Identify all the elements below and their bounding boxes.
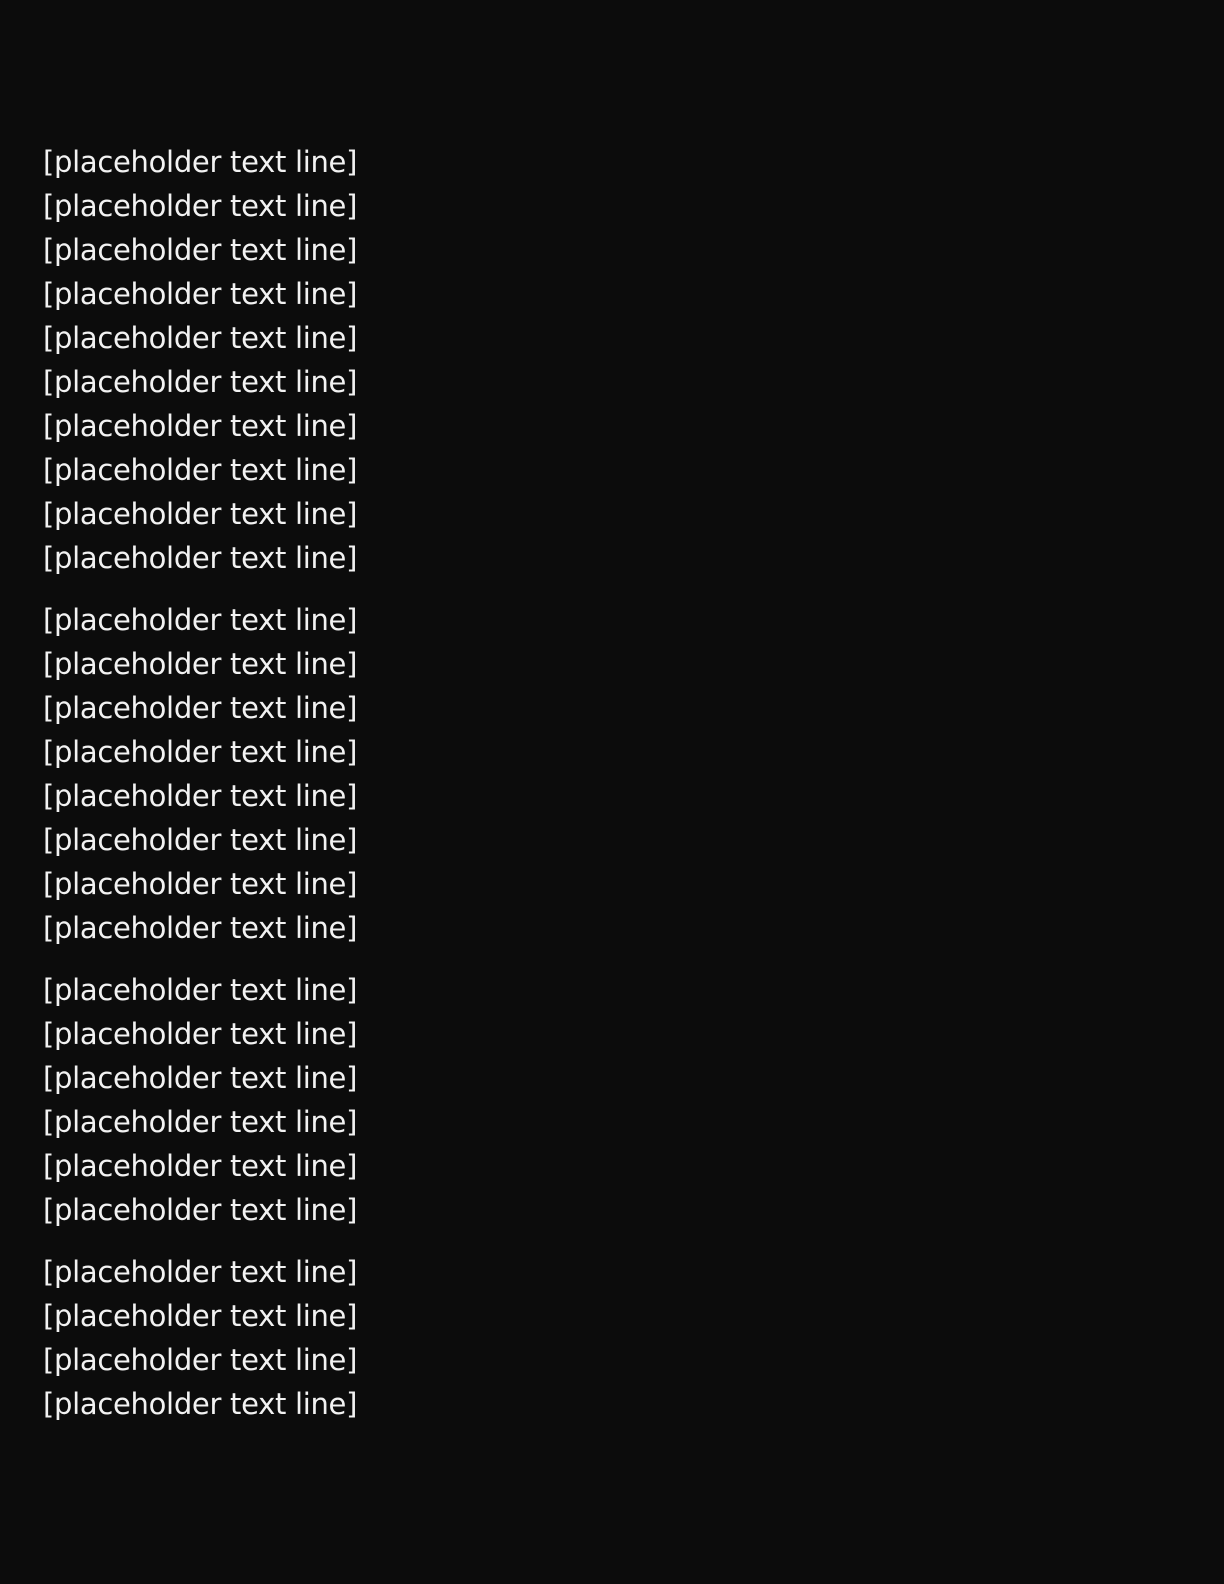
text-line: [placeholder text line] [43, 1017, 358, 1051]
text-line: [placeholder text line] [43, 233, 358, 267]
text-line: [placeholder text line] [43, 189, 358, 223]
text-line: [placeholder text line] [43, 779, 358, 813]
text-line: [placeholder text line] [43, 603, 358, 637]
text-line: [placeholder text line] [43, 691, 358, 725]
text-line: [placeholder text line] [43, 735, 358, 769]
text-line: [placeholder text line] [43, 1343, 358, 1377]
text-line: [placeholder text line] [43, 1299, 358, 1333]
text-line: [placeholder text line] [43, 541, 358, 575]
document-page [43, 140, 1183, 1444]
text-line: [placeholder text line] [43, 867, 358, 901]
text-line: [placeholder text line] [43, 321, 358, 355]
text-line: [placeholder text line] [43, 823, 358, 857]
text-line: [placeholder text line] [43, 277, 358, 311]
paragraph [43, 1250, 1183, 1426]
text-line: [placeholder text line] [43, 647, 358, 681]
text-line: [placeholder text line] [43, 409, 358, 443]
text-line: [placeholder text line] [43, 1255, 358, 1289]
paragraph [43, 968, 1183, 1232]
text-line: [placeholder text line] [43, 453, 358, 487]
paragraph [43, 140, 1183, 580]
text-line: [placeholder text line] [43, 973, 358, 1007]
text-line: [placeholder text line] [43, 1149, 358, 1183]
paragraph [43, 598, 1183, 950]
text-line: [placeholder text line] [43, 911, 358, 945]
text-line: [placeholder text line] [43, 145, 358, 179]
text-line: [placeholder text line] [43, 365, 358, 399]
text-line: [placeholder text line] [43, 497, 358, 531]
text-line: [placeholder text line] [43, 1387, 358, 1421]
text-line: [placeholder text line] [43, 1061, 358, 1095]
text-line: [placeholder text line] [43, 1193, 358, 1227]
text-line: [placeholder text line] [43, 1105, 358, 1139]
